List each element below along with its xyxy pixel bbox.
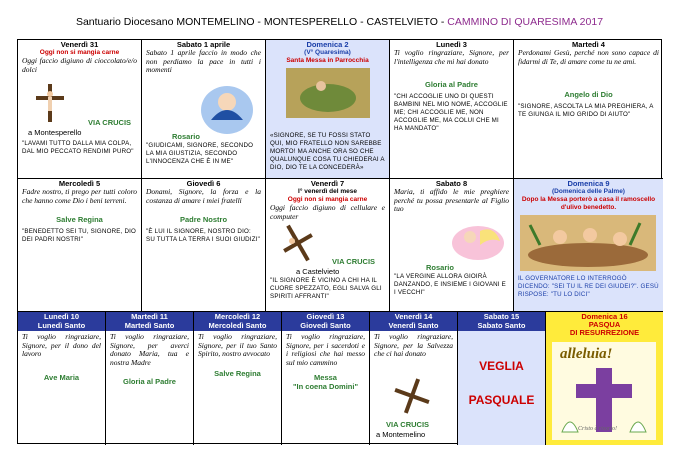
day-martedi-11: Martedì 11 Martedì Santo Ti voglio ringraziare, Signore, per averci donato Maria, tua e nostra Madre Gloria al Padre [106,312,194,445]
cross-bearing-icon [276,221,320,265]
note: Santa Messa in Parrocchia [286,57,369,64]
lazarus-image [286,68,370,118]
day-lunedi-3: Lunedì 3 Ti voglio ringraziare, Signore, per l'intelligenza che mi hai donato Gloria al Padre "CHI ACCOGLIE UNO DI QUESTI BAMBINI NEL MIO NOME, ACCOGLIE ME; CHI ACCOGLIE ME, NON ACCOGLIE ME, MA COLUI CHE MI HA MANDATO" [390,40,514,179]
day-venerdi-7: Venerdì 7 I° venerdì del mese Oggi non si mangia carne Oggi faccio digiuno di cellulare e computer VIA CRUCIS a Castelvieto "IL SIGNORE È VICINO A CHI HA IL CUORE SPEZZATO, EGLI SALVA GLI SPIRITI AFFRANTI" [266,179,390,312]
day-domenica-9: Domenica 9 (Domenica delle Palme) Dopo la Messa porterò a casa il ramoscello d'ulivo benedetto. IL GOVERNATORE LO INTERROGÒ DICENDO: "SEI TU IL RE DEI GIUDEI?". GESÙ RISPOSE: "TU LO DICI" [514,179,663,312]
page-title: Santuario Diocesano MONTEMELINO - MONTESPERELLO - CASTELVIETO - CAMMINO DI QUARESIMA 2017 [75,16,604,28]
day-sabato-1: Sabato 1 aprile Sabato 1 aprile faccio in modo che non perdiamo la pace in tutti i momenti Rosario "GIUDICAMI, SIGNORE, SECONDO LA MIA GIUSTIZIA, SECONDO L'INNOCENZA CHE È IN ME" [142,40,266,179]
lent-calendar [17,39,662,444]
day-giovedi-6: Giovedì 6 Donami, Signore, la forza e la costanza di amare i miei fratelli Padre Nostro "È LUI IL SIGNORE, NOSTRO DIO: SU TUTTA LA TERRA I SUOI GIUDIZI" [142,179,266,312]
caption: Cristo è risorto! [578,426,618,432]
day-lunedi-10: Lunedì 10 Lunedì Santo Ti voglio ringraziare, Signore, per il dono del lavoro Ave Maria [18,312,106,445]
palm-sunday-image [520,215,656,271]
day-domenica-16: Domenica 16 PASQUA DI RESURREZIONE alleluia! Cristo è risorto! [546,312,663,445]
note: Oggi non si mangia carne [287,196,368,203]
day-giovedi-13: Giovedì 13 Giovedì Santo Ti voglio ringraziare, Signore, per i sacerdoti e i religiosi che hai messo sul mio cammino Messa "In coena Domini" [282,312,370,445]
day-martedi-4: Martedì 4 Perdonami Gesù, perché non sono capace di fidarmi di Te, di amare come tu ne ami. Angelo di Dio "SIGNORE, ASCOLTA LA MIA PREGHIERA, A TE GIUNGA IL MIO GRIDO DI AIUTO" [514,40,663,179]
day-mercoledi-12: Mercoledì 12 Mercoledì Santo Ti voglio ringraziare, Signore, per il tuo Santo Spirito, nostro avvocato Salve Regina [194,312,282,445]
day-domenica-2: Domenica 2 (V° Quaresima) Santa Messa in Parrocchia «SIGNORE, SE TU FOSSI STATO QUI, MIO FRATELLO NON SAREBBE MORTO! MA ANCHE ORA SO CHE QUALUNQUE COSA TU CHIEDERAI A DIO, DIO TE LA CONCEDERÀ» [266,40,390,179]
cross-icon [390,376,434,416]
day-mercoledi-5: Mercoledì 5 Fadre nostro, ti prego per tutti coloro che hanno come Dio i beni terreni. Salve Regina "BENEDETTO SEI TU, SIGNORE, DIO DEI PADRI NOSTRI" [18,179,142,312]
day-venerdi-31: Venerdì 31 Oggi non si mangia carne Oggi faccio digiuno di cioccolato/e/o dolci VIA CRUCIS a Montesperello "LAVAMI TUTTO DALLA MIA COLPA, DAL MIO PECCATO RENDIMI PURO" [18,40,142,179]
crucifix-icon [28,80,72,124]
note: Dopo la Messa porterò a casa il ramoscello d'ulivo benedetto. [521,196,656,211]
virgin-mary-icon [197,80,257,135]
day-sabato-15: Sabato 15 Sabato Santo VEGLIA PASQUALE [458,312,546,445]
note: Oggi non si mangia carne [39,49,120,56]
day-sabato-8: Sabato 8 Maria, ti affido le mie preghiere perché tu possa presentarle al Figlio tuo Rosario "LA VERGINE ALLORA GIOIRÀ DANZANDO, E INSIEME I GIOVANI E I VECCHI" [390,179,514,312]
alleluia-banner: alleluia! [560,346,613,362]
day-venerdi-14: Venerdì 14 Venerdì Santo Ti voglio ringraziare, Signore, per la Salvezza che ci hai donato VIA CRUCIS a Montemelino [370,312,458,445]
annunciation-icon [450,221,506,261]
